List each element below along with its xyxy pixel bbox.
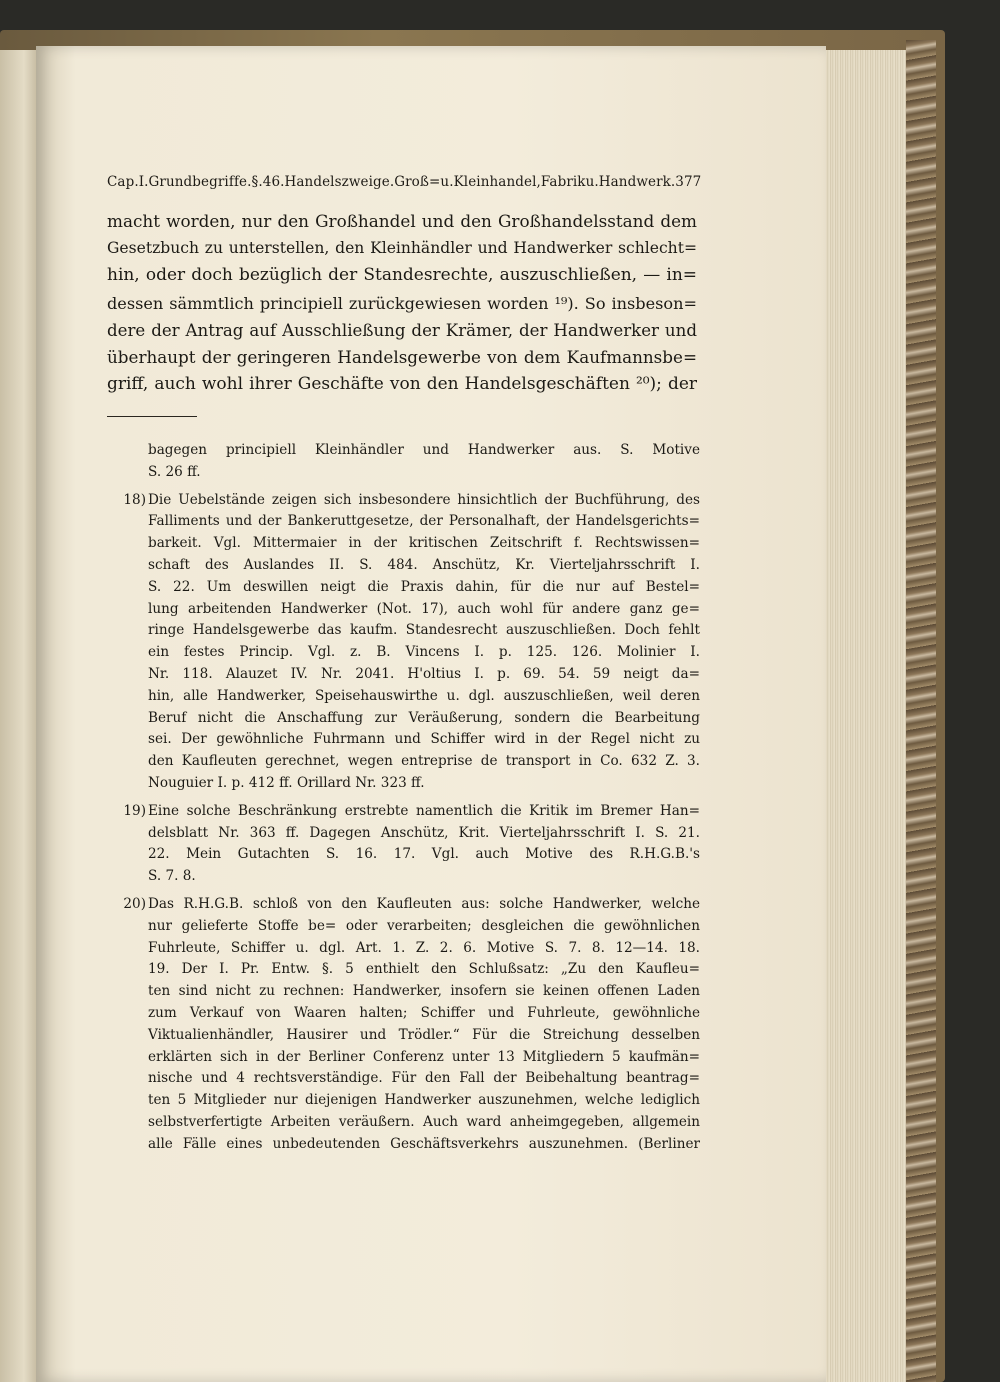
footnote-line: alle Fälle eines unbedeutenden Geschäftsverkehrs auszunehmen. (Berliner bbox=[148, 1135, 700, 1152]
footnote-20 bbox=[100, 894, 700, 1156]
text-line: griff, auch wohl ihrer Geschäfte von den Handelsgeschäften ²⁰); der bbox=[107, 374, 697, 395]
text-line: Gesetzbuch zu unterstellen, den Kleinhändler und Handwerker schlecht= bbox=[107, 239, 697, 258]
footnote-number: 19) bbox=[123, 802, 146, 819]
footnote-body bbox=[148, 801, 700, 888]
footnote-line: schaft des Auslandes II. S. 484. Anschütz, Kr. Vierteljahrsschrift I. bbox=[148, 556, 700, 573]
footnote-line: Eine solche Beschränkung erstrebte namentlich die Kritik im Bremer Han= bbox=[148, 802, 700, 819]
footnote-line: lung arbeitenden Handwerker (Not. 17), auch wohl für andere ganz ge= bbox=[148, 600, 700, 617]
footnote-line: hin, alle Handwerker, Speisehauswirthe u. dgl. auszuschließen, weil deren bbox=[148, 687, 700, 704]
footnote-line: sei. Der gewöhnliche Fuhrmann und Schiffer wird in der Regel nicht zu bbox=[148, 731, 700, 748]
footnote-line: nur gelieferte Stoffe be= oder verarbeiten; desgleichen die gewöhnlichen bbox=[148, 917, 700, 934]
footnote-line: Das R.H.G.B. schloß von den Kaufleuten aus: solche Handwerker, welche bbox=[148, 895, 700, 912]
footnote-line: Fuhrleute, Schiffer u. dgl. Art. 1. Z. 2. 6. Motive S. 7. 8. 12—14. 18. bbox=[148, 939, 700, 956]
footnote-body bbox=[148, 440, 700, 484]
footnote-line: S. 26 ff. bbox=[148, 463, 201, 480]
footnote-line: Viktualienhändler, Hausirer und Trödler.“ Für die Streichung desselben bbox=[148, 1026, 700, 1043]
footnote-line: 22. Mein Gutachten S. 16. 17. Vgl. auch Motive des R.H.G.B.'s bbox=[148, 846, 700, 863]
footnote-line: Beruf nicht die Anschaffung zur Veräußerung, sondern die Bearbeitung bbox=[148, 709, 700, 726]
footnote-line: ein festes Princip. Vgl. z. B. Vincens I. p. 125. 126. Molinier I. bbox=[148, 644, 700, 661]
footnote-line: S. 22. Um deswillen neigt die Praxis dahin, für die nur auf Bestel= bbox=[148, 578, 700, 595]
text-line: dessen sämmtlich principiell zurückgewiesen worden ¹⁹). So insbeson= bbox=[107, 293, 697, 313]
footnote-line: Nr. 118. Alauzet IV. Nr. 2041. H'oltius I. p. 69. 54. 59 neigt da= bbox=[148, 665, 700, 682]
marbled-edge bbox=[906, 40, 936, 1382]
page-stack-edge bbox=[826, 50, 906, 1382]
footnote-line: Falliments und der Bankeruttgesetze, der Personalhaft, der Handelsgerichts= bbox=[148, 513, 700, 530]
running-head: Cap.I.Grundbegriffe.§.46.Handelszweige.Groß=u.Kleinhandel,Fabriku.Handwerk.377 bbox=[107, 174, 702, 190]
footnote-line: nische und 4 rechtsverständige. Für den Fall der Beibehaltung beantrag= bbox=[148, 1070, 700, 1087]
footnote-line: bagegen principiell Kleinhändler und Handwerker aus. S. Motive bbox=[148, 442, 700, 458]
footnote-18 bbox=[100, 490, 700, 795]
footnote-19 bbox=[100, 801, 700, 888]
footnote-line: Die Uebelstände zeigen sich insbesondere hinsichtlich der Buchführung, des bbox=[148, 491, 700, 508]
text-line: hin, oder doch bezüglich der Standesrechte, auszuschließen, — in= bbox=[107, 265, 697, 286]
footnotes bbox=[100, 440, 700, 1162]
text-line: macht worden, nur den Großhandel und den Großhandelsstand dem bbox=[107, 211, 697, 231]
footnote-number: 20) bbox=[123, 895, 146, 912]
footnote-number: 18) bbox=[123, 491, 146, 508]
main-text bbox=[107, 208, 697, 398]
footnote-line: erklärten sich in der Berliner Conferenz unter 13 Mitgliedern 5 kaufmän= bbox=[148, 1048, 700, 1065]
footnote-line: S. 7. 8. bbox=[148, 868, 196, 885]
footnote-line: 19. Der I. Pr. Entw. §. 5 enthielt den Schlußsatz: „Zu den Kaufleu= bbox=[148, 961, 700, 978]
footnote-line: barkeit. Vgl. Mittermaier in der kritischen Zeitschrift f. Rechtswissen= bbox=[148, 535, 700, 552]
footnote-body bbox=[148, 894, 700, 1156]
footnote-line: den Kaufleuten gerechnet, wegen entreprise de transport in Co. 632 Z. 3. bbox=[148, 753, 700, 770]
footnote-line: delsblatt Nr. 363 ff. Dagegen Anschütz, Krit. Vierteljahrsschrift I. S. 21. bbox=[148, 824, 700, 841]
footnote-line: selbstverfertigte Arbeiten veräußern. Auch ward anheimgegeben, allgemein bbox=[148, 1113, 700, 1130]
footnote-line: zum Verkauf von Waaren halten; Schiffer und Fuhrleute, gewöhnliche bbox=[148, 1004, 700, 1021]
footnote-continued bbox=[100, 440, 700, 484]
text-line: überhaupt der geringeren Handelsgewerbe von dem Kaufmannsbe= bbox=[107, 347, 697, 368]
text-line: dere der Antrag auf Ausschließung der Krämer, der Handwerker und bbox=[107, 320, 697, 340]
footnote-separator bbox=[107, 416, 197, 417]
footnote-line: ten sind nicht zu rechnen: Handwerker, insofern sie keinen offenen Laden bbox=[148, 983, 700, 1000]
footnote-line: Nouguier I. p. 412 ff. Orillard Nr. 323 ff. bbox=[148, 774, 425, 791]
facing-page-edge bbox=[0, 50, 40, 1382]
footnote-line: ringe Handelsgewerbe das kaufm. Standesrecht auszuschließen. Doch fehlt bbox=[148, 622, 700, 639]
footnote-body bbox=[148, 490, 700, 795]
footnote-line: ten 5 Mitglieder nur diejenigen Handwerker auszunehmen, welche lediglich bbox=[148, 1092, 700, 1109]
